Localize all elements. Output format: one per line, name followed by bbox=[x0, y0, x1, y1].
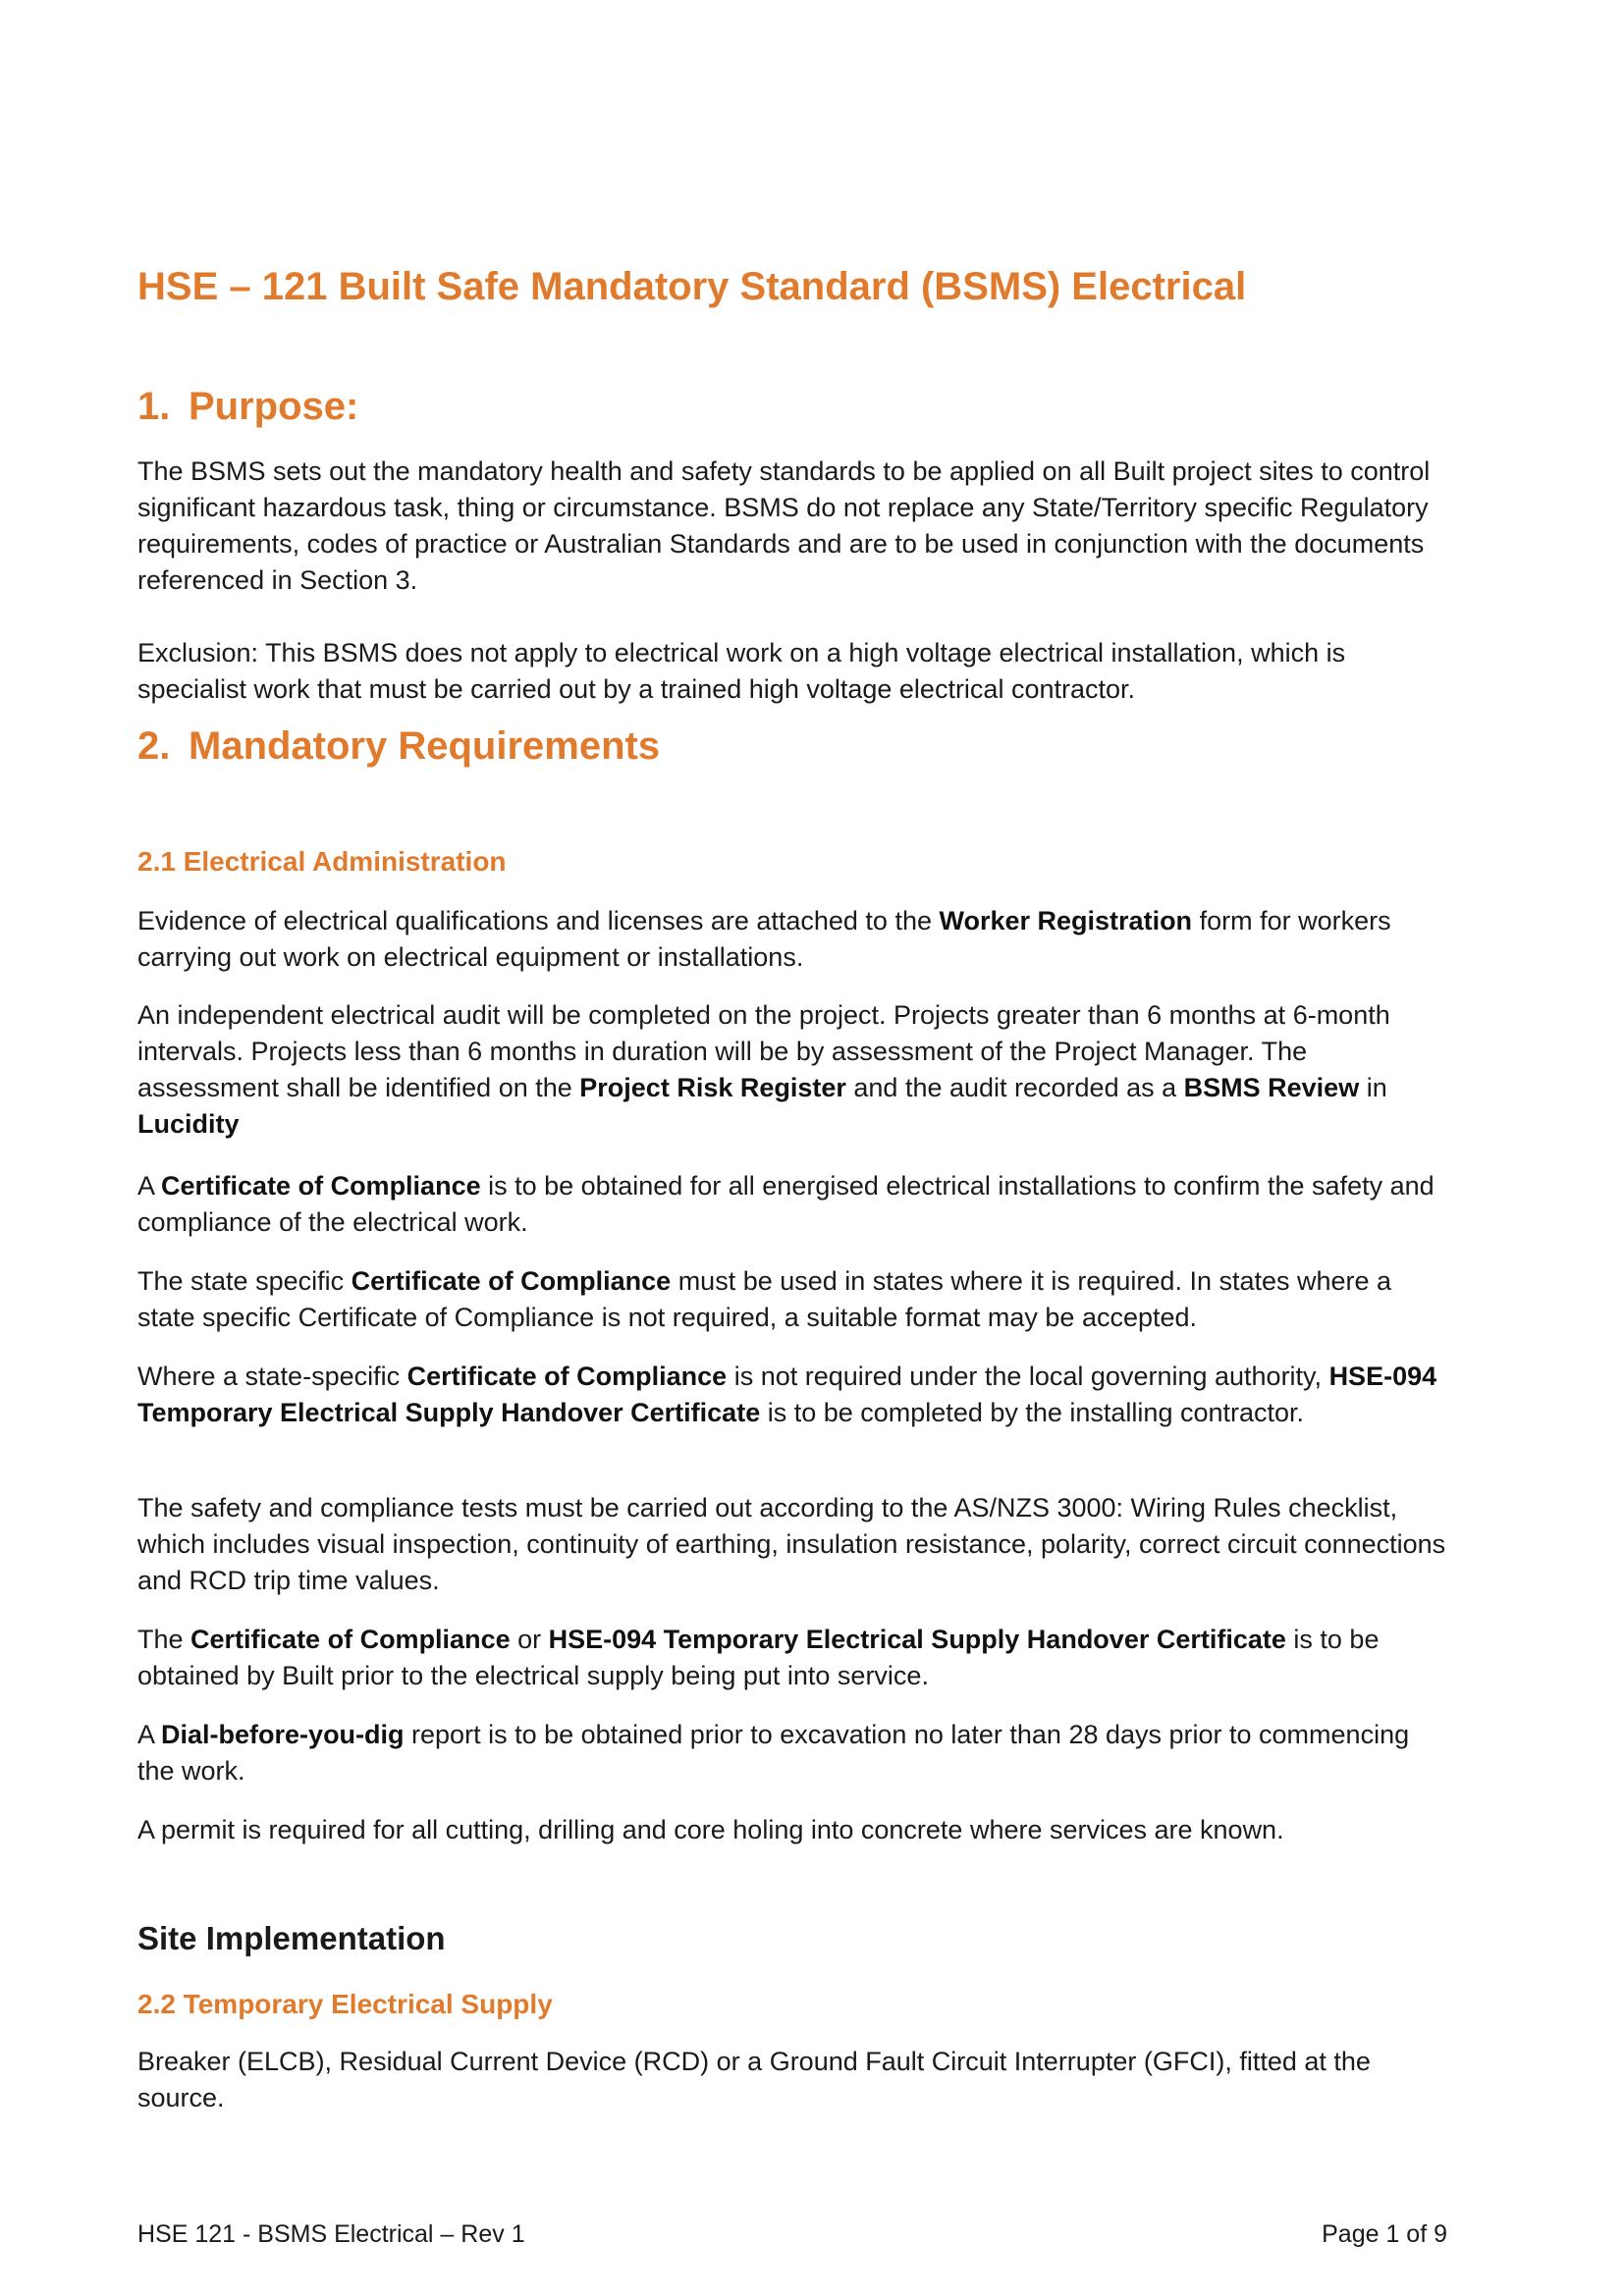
admin-paragraph-7: The Certificate of Compliance or HSE-094 Temporary Electrical Supply Handover Certificate is to be obtained by Built prior to the electrical supply being put into service. bbox=[137, 1625, 1380, 1690]
admin-paragraph-2: An independent electrical audit will be completed on the project. Projects greater than 6 months at 6-month intervals. Projects less than 6 months in duration will be by assessment of the Project Manager. The assessment shall be identified on the Project Risk Register and the audit recorded as a BSMS Review in Lucidity bbox=[137, 1000, 1390, 1139]
section-number: 1. bbox=[137, 385, 171, 428]
site-implementation-heading: Site Implementation bbox=[137, 1920, 446, 1956]
temporary-supply-paragraph: Breaker (ELCB), Residual Current Device (RCD) or a Ground Fault Circuit Interrupter (GFCI), fitted at the source. bbox=[137, 2047, 1371, 2112]
admin-paragraph-8: A Dial-before-you-dig report is to be obtained prior to excavation no later than 28 days prior to commencing the work. bbox=[137, 1720, 1410, 1786]
admin-paragraph-3: A Certificate of Compliance is to be obtained for all energised electrical installations to confirm the safety and compliance of the electrical work. bbox=[137, 1171, 1435, 1237]
section-title: Purpose: bbox=[189, 385, 359, 428]
purpose-paragraph: The BSMS sets out the mandatory health and safety standards to be applied on all Built project sites to control significant hazardous task, thing or circumstance. BSMS do not replace any State/Territory specific Regulatory requirements, codes of practice or Australian Standards and are to be used in conjunction with the documents referenced in Section 3. bbox=[137, 456, 1431, 595]
footer-document-ref: HSE 121 - BSMS Electrical – Rev 1 bbox=[137, 2220, 525, 2248]
document-title: HSE – 121 Built Safe Mandatory Standard (BSMS) Electrical bbox=[137, 265, 1247, 308]
subsection-electrical-administration: 2.1 Electrical Administration bbox=[137, 846, 507, 877]
admin-paragraph-4: The state specific Certificate of Compliance must be used in states where it is required. In states where a state specific Certificate of Compliance is not required, a suitable format may be accepted. bbox=[137, 1266, 1392, 1332]
section-mandatory-heading bbox=[137, 724, 660, 769]
admin-paragraph-5: Where a state-specific Certificate of Compliance is not required under the local governing authority, HSE-094 Temporary Electrical Supply Handover Certificate is to be completed by the installing contractor. bbox=[137, 1362, 1437, 1427]
section-number: 2. bbox=[137, 724, 171, 768]
admin-paragraph-1: Evidence of electrical qualifications and licenses are attached to the Worker Registration form for workers carrying out work on electrical equipment or installations. bbox=[137, 906, 1391, 972]
subsection-temporary-electrical-supply: 2.2 Temporary Electrical Supply bbox=[137, 1989, 553, 2019]
admin-paragraph-6: The safety and compliance tests must be carried out according to the AS/NZS 3000: Wiring Rules checklist, which includes visual inspection, continuity of earthing, insulation resistance, polarity, correct circuit connections and RCD trip time values. bbox=[137, 1493, 1446, 1595]
footer-page-number: Page 1 of 9 bbox=[1322, 2220, 1447, 2248]
section-title: Mandatory Requirements bbox=[189, 724, 661, 768]
exclusion-paragraph: Exclusion: This BSMS does not apply to electrical work on a high voltage electrical installation, which is specialist work that must be carried out by a trained high voltage electrical contractor. bbox=[137, 638, 1346, 704]
section-purpose-heading bbox=[137, 385, 358, 429]
admin-paragraph-9: A permit is required for all cutting, drilling and core holing into concrete where services are known. bbox=[137, 1815, 1284, 1844]
